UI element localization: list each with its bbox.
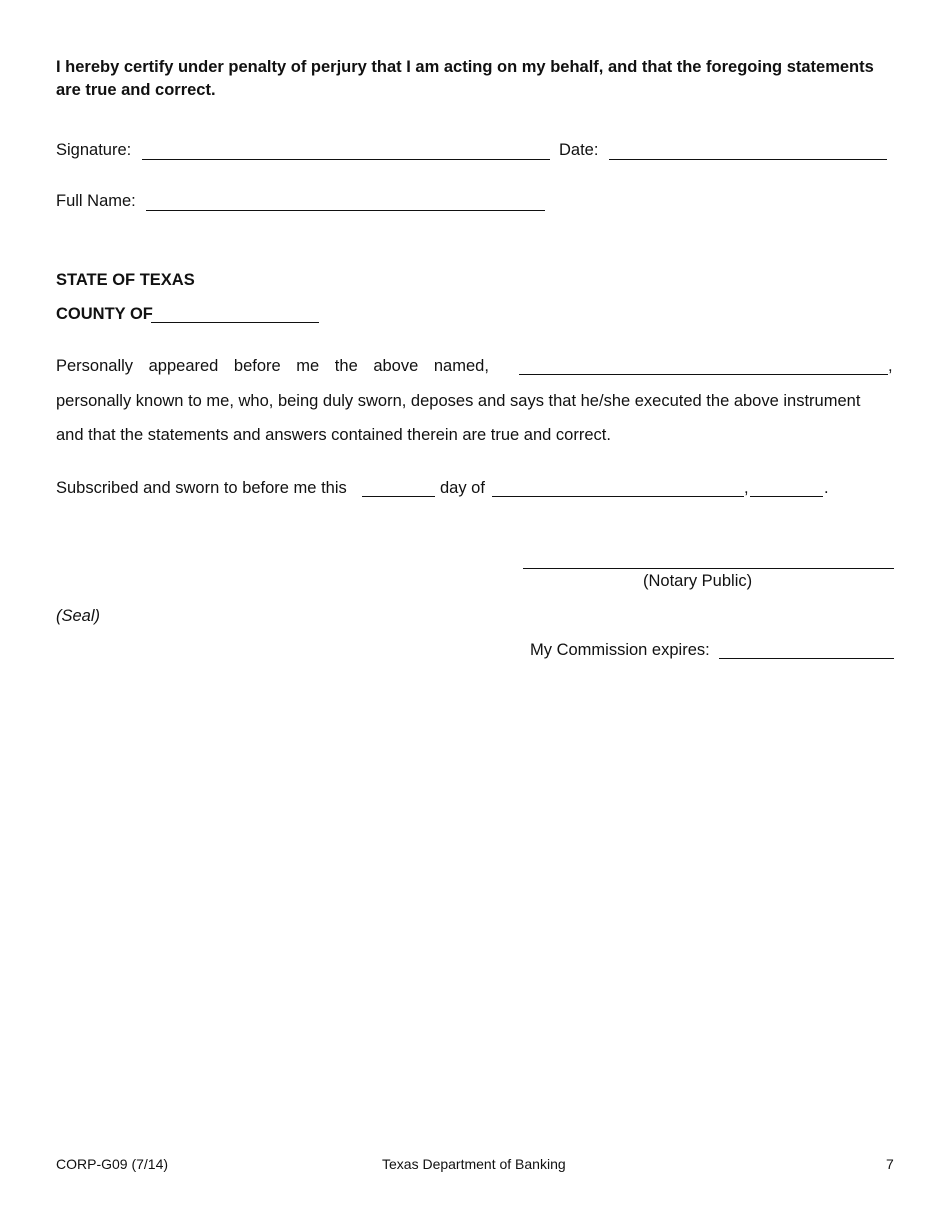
statements-text: and that the statements and answers contained therein are true and correct. — [56, 426, 611, 444]
sworn-prefix: Subscribed and sworn to before me this — [56, 479, 347, 497]
date-field[interactable] — [609, 159, 887, 160]
full-name-label: Full Name: — [56, 192, 136, 210]
county-label: COUNTY OF — [56, 305, 153, 323]
signature-field[interactable] — [142, 159, 550, 160]
known-text: personally known to me, who, being duly sworn, deposes and says that he/she executed the above instrument — [56, 392, 861, 410]
commission-label: My Commission expires: — [530, 641, 710, 659]
state-heading: STATE OF TEXAS — [56, 271, 195, 289]
sworn-month-field[interactable] — [492, 496, 744, 497]
notary-signature-field[interactable] — [523, 568, 894, 569]
sworn-period: . — [824, 479, 829, 497]
appeared-name-field[interactable] — [519, 374, 888, 375]
seal-label: (Seal) — [56, 607, 101, 625]
sworn-day-field[interactable] — [362, 496, 435, 497]
certification-statement: I hereby certify under penalty of perjury that I am acting on my behalf, and that the foregoing statements are true and correct. — [56, 58, 874, 99]
signature-label: Signature: — [56, 141, 132, 159]
footer-form-id: CORP-G09 (7/14) — [56, 1156, 169, 1172]
appeared-comma: , — [888, 357, 893, 375]
footer-page-number: 7 — [886, 1156, 894, 1172]
sworn-day-of: day of — [440, 479, 485, 497]
appeared-text: Personally appeared before me the above named, — [56, 357, 489, 375]
notary-public-label: (Notary Public) — [643, 572, 753, 590]
footer-department: Texas Department of Banking — [382, 1156, 566, 1172]
date-label: Date: — [559, 141, 599, 159]
sworn-comma: , — [744, 479, 749, 497]
commission-expires-field[interactable] — [719, 658, 894, 659]
county-field[interactable] — [151, 322, 319, 323]
sworn-year-field[interactable] — [750, 496, 823, 497]
full-name-field[interactable] — [146, 210, 545, 211]
